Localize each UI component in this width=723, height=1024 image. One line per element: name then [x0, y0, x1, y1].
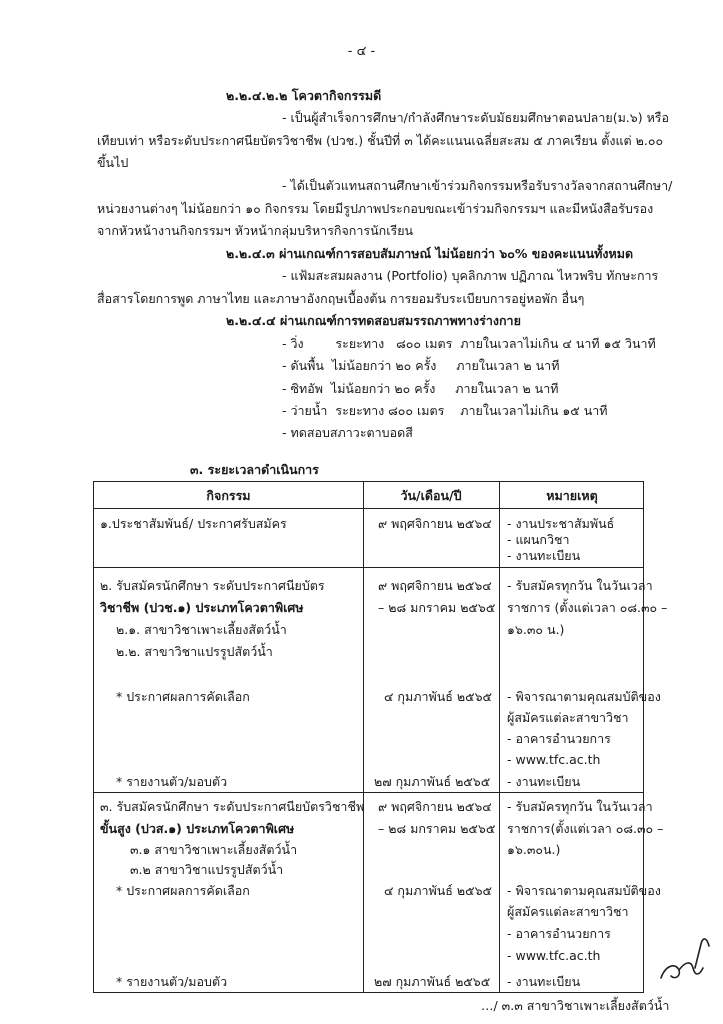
body-line: เทียบเท่า หรือระดับประกาศนียบัตรวิชาชีพ (ปวช.) ชั้นปีที่ ๓ ได้คะแนนเฉลี่ยสะสม ๕ ภาคเรียน ตั้งแต่ ๒.๐๐	[97, 133, 664, 148]
page-number: - ๔ -	[347, 44, 376, 59]
activity-cell: ๒.๒. สาขาวิชาแปรรูปสัตว์น้ำ	[116, 644, 273, 659]
fitness-item-colorblind: - ทดสอบสภาวะตาบอดสี	[282, 425, 413, 440]
fitness-item-pushup: - ดันพื้น ไม่น้อยกว่า ๒๐ ครั้ง ภายในเวลา ๒ นาที	[282, 358, 560, 373]
date-cell: ๙ พฤศจิกายน ๒๕๖๔	[378, 516, 492, 531]
activity-cell: ขั้นสูง (ปวส.๑) ประเภทโควตาพิเศษ	[100, 821, 295, 836]
activity-cell: ๓.๑ สาขาวิชาเพาะเลี้ยงสัตว์น้ำ	[130, 842, 298, 857]
body-line: จากหัวหน้างานกิจกรรมฯ หัวหน้ากลุ่มบริหารกิจการนักเรียน	[97, 223, 414, 238]
remark-cell: ราชการ (ตั้งแต่เวลา ๐๘.๓๐ –	[507, 600, 668, 615]
remark-cell: ๑๖.๓๐ น.)	[507, 622, 565, 637]
remark-cell: - แผนกวิชา	[507, 532, 570, 547]
date-cell: – ๒๘ มกราคม ๒๕๖๕	[378, 600, 496, 615]
fitness-item-situp: - ซิทอัพ ไม่น้อยกว่า ๒๐ ครั้ง ภายในเวลา ๒ นาที	[282, 381, 559, 396]
body-line: - ได้เป็นตัวแทนสถานศึกษาเข้าร่วมกิจกรรมหรือรับรางวัลจากสถานศึกษา/	[282, 178, 673, 193]
body-line: หน่วยงานต่างๆ ไม่น้อยกว่า ๑๐ กิจกรรม โดยมีรูปภาพประกอบขณะเข้าร่วมกิจกรรมฯ และมีหนังสือรับรอง	[97, 201, 654, 216]
activity-cell: * ประกาศผลการคัดเลือก	[116, 689, 250, 704]
remark-cell: - รับสมัครทุกวัน ในวันเวลา	[507, 578, 653, 593]
remark-cell: ผู้สมัครแต่ละสาขาวิชา	[507, 710, 629, 725]
header-date: วัน/เดือน/ปี	[400, 488, 462, 503]
section-heading-2-2-4-2-2: ๒.๒.๔.๒.๒ โควตากิจกรรมดี	[226, 88, 382, 103]
date-cell: ๙ พฤศจิกายน ๒๕๖๔	[378, 578, 492, 593]
activity-cell: ๓.๒ สาขาวิชาแปรรูปสัตว์น้ำ	[130, 862, 284, 877]
remark-cell: - อาคารอำนวยการ	[507, 926, 611, 941]
remark-cell: - งานทะเบียน	[507, 974, 581, 989]
body-line: ขึ้นไป	[97, 155, 129, 170]
signature-mark	[655, 932, 715, 987]
fitness-item-run: - วิ่ง ระยะทาง ๘๐๐ เมตร ภายในเวลาไม่เกิน ๔ นาที ๑๕ วินาที	[282, 336, 656, 351]
body-line: สื่อสารโดยการพูด ภาษาไทย และภาษาอังกฤษเบื้องต้น การยอมรับระเบียบการอยู่หอพัก อื่นๆ	[97, 291, 585, 306]
date-cell: ๔ กุมภาพันธ์ ๒๕๖๕	[384, 689, 492, 704]
header-activity: กิจกรรม	[206, 488, 251, 503]
activity-cell: * ประกาศผลการคัดเลือก	[116, 883, 250, 898]
activity-cell: * รายงานตัว/มอบตัว	[116, 974, 228, 989]
continuation-footer: …/ ๓.๓ สาขาวิชาเพาะเลี้ยงสัตว์น้ำ	[481, 998, 670, 1013]
activity-cell: * รายงานตัว/มอบตัว	[116, 774, 228, 789]
remark-cell: - www.tfc.ac.th	[507, 752, 601, 767]
remark-cell: - งานประชาสัมพันธ์	[507, 516, 615, 531]
fitness-item-swim: - ว่ายน้ำ ระยะทาง ๘๐๐ เมตร ภายในเวลาไม่เกิน ๑๕ นาที	[282, 403, 608, 418]
section-heading-3: ๓. ระยะเวลาดำเนินการ	[190, 462, 319, 477]
date-cell: – ๒๘ มกราคม ๒๕๖๕	[378, 821, 496, 836]
header-remark: หมายเหตุ	[546, 488, 598, 503]
activity-cell: ๓. รับสมัครนักศึกษา ระดับประกาศนียบัตรวิชาชีพ	[100, 799, 365, 814]
remark-cell: ๑๖.๓๐น.)	[507, 842, 561, 857]
date-cell: ๒๗ กุมภาพันธ์ ๒๕๖๕	[374, 974, 491, 989]
remark-cell: - รับสมัครทุกวัน ในวันเวลา	[507, 799, 653, 814]
section-heading-2-2-4-3: ๒.๒.๔.๓ ผ่านเกณฑ์การสอบสัมภาษณ์ ไม่น้อยกว่า ๖๐% ของคะแนนทั้งหมด	[226, 246, 634, 261]
date-cell: ๙ พฤศจิกายน ๒๕๖๔	[378, 799, 492, 814]
section-heading-2-2-4-4: ๒.๒.๔.๔ ผ่านเกณฑ์การทดสอบสมรรถภาพทางร่างกาย	[226, 313, 521, 328]
activity-cell: ๒.๑. สาขาวิชาเพาะเลี้ยงสัตว์น้ำ	[116, 622, 287, 637]
schedule-table	[93, 481, 668, 993]
remark-cell: - งานทะเบียน	[507, 774, 581, 789]
activity-cell: วิชาชีพ (ปวช.๑) ประเภทโควตาพิเศษ	[100, 600, 304, 615]
remark-cell: ราชการ(ตั้งแต่เวลา ๐๘.๓๐ –	[507, 821, 664, 836]
remark-cell: - www.tfc.ac.th	[507, 948, 601, 963]
body-line: - เป็นผู้สำเร็จการศึกษา/กำลังศึกษาระดับมัธยมศึกษาตอนปลาย(ม.๖) หรือ	[282, 110, 670, 125]
remark-cell: - พิจารณาตามคุณสมบัติของ	[507, 883, 661, 898]
remark-cell: ผู้สมัครแต่ละสาขาวิชา	[507, 904, 629, 919]
remark-cell: - งานทะเบียน	[507, 548, 581, 563]
remark-cell: - พิจารณาตามคุณสมบัติของ	[507, 689, 661, 704]
activity-cell: ๒. รับสมัครนักศึกษา ระดับประกาศนียบัตร	[100, 578, 325, 593]
body-line: - แฟ้มสะสมผลงาน (Portfolio) บุคลิกภาพ ปฏิภาณ ไหวพริบ ทักษะการ	[282, 268, 659, 283]
remark-cell: - อาคารอำนวยการ	[507, 731, 611, 746]
date-cell: ๔ กุมภาพันธ์ ๒๕๖๕	[384, 883, 492, 898]
activity-cell: ๑.ประชาสัมพันธ์/ ประกาศรับสมัคร	[100, 516, 287, 531]
date-cell: ๒๗ กุมภาพันธ์ ๒๕๖๕	[374, 774, 491, 789]
